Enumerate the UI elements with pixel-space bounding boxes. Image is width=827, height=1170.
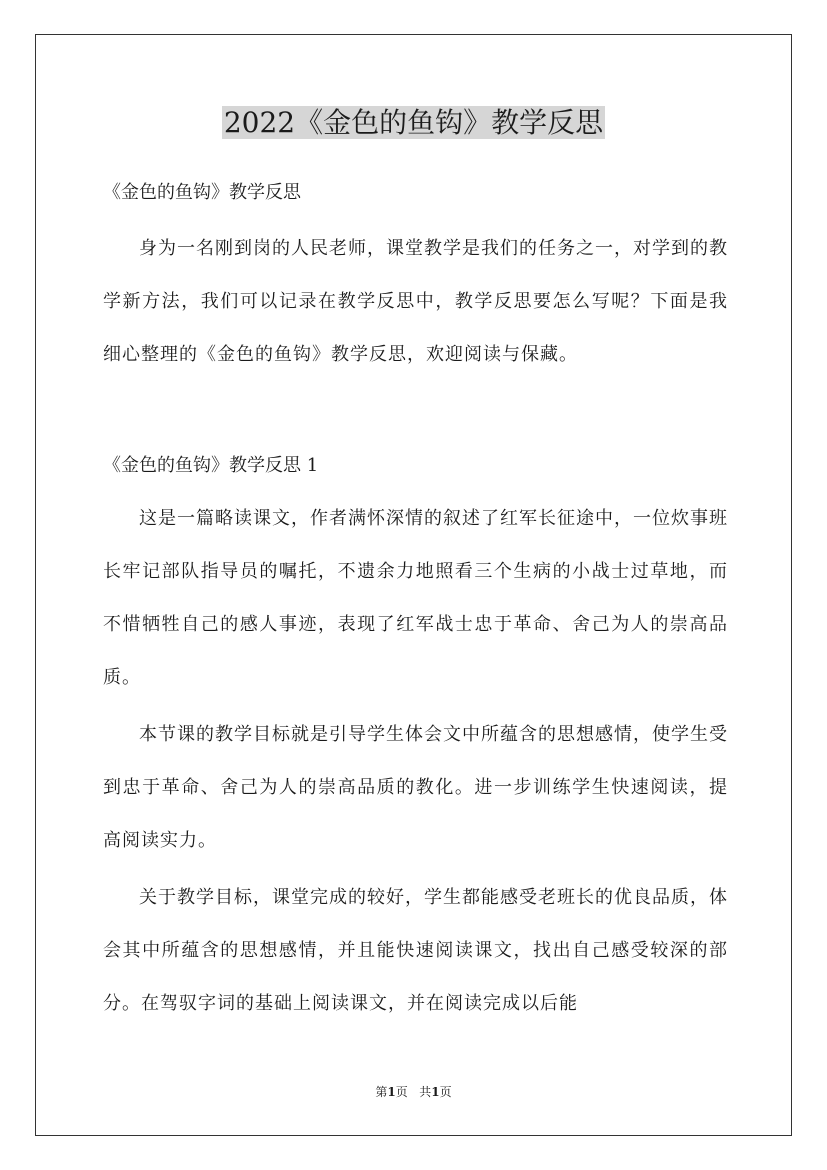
intro-heading: 《金色的鱼钩》教学反思 — [103, 182, 301, 203]
document-title-text: 2022《金色的鱼钩》教学反思 — [223, 106, 604, 139]
intro-paragraph: 身为一名刚到岗的人民老师，课堂教学是我们的任务之一，对学到的教学新方法，我们可以记录在教学反思中，教学反思要怎么写呢？下面是我细心整理的《金色的鱼钩》教学反思，欢迎阅读与保藏。 — [103, 238, 728, 365]
section1-heading: 《金色的鱼钩》教学反思 1 — [103, 455, 319, 476]
footer-page-total: 1 — [431, 1085, 440, 1099]
section1-paragraph-2: 本节课的教学目标就是引导学生体会文中所蕴含的思想感情，使学生受到忠于革命、舍己为人的崇高品质的教化。进一步训练学生快速阅读，提高阅读实力。 — [103, 724, 728, 851]
footer-page-prefix: 第 — [375, 1085, 388, 1099]
footer-page-suffix: 页 — [395, 1085, 408, 1099]
section1-paragraph-3: 关于教学目标，课堂完成的较好，学生都能感受老班长的优良品质，体会其中所蕴含的思想感情，并且能快速阅读课文，找出自己感受较深的部分。在驾驭字词的基础上阅读课文，并在阅读完成以后能 — [103, 887, 728, 1014]
footer-page-current: 1 — [387, 1085, 396, 1099]
document-title — [0, 104, 827, 142]
footer-total-suffix: 页 — [439, 1085, 452, 1099]
page-footer — [0, 1084, 827, 1100]
footer-total-prefix: 共 — [419, 1085, 432, 1099]
section1-paragraph-1: 这是一篇略读课文，作者满怀深情的叙述了红军长征途中，一位炊事班长牢记部队指导员的嘱托，不遗余力地照看三个生病的小战士过草地，而不惜牺牲自己的感人事迹，表现了红军战士忠于革命、舍己为人的崇高品质。 — [103, 508, 728, 688]
